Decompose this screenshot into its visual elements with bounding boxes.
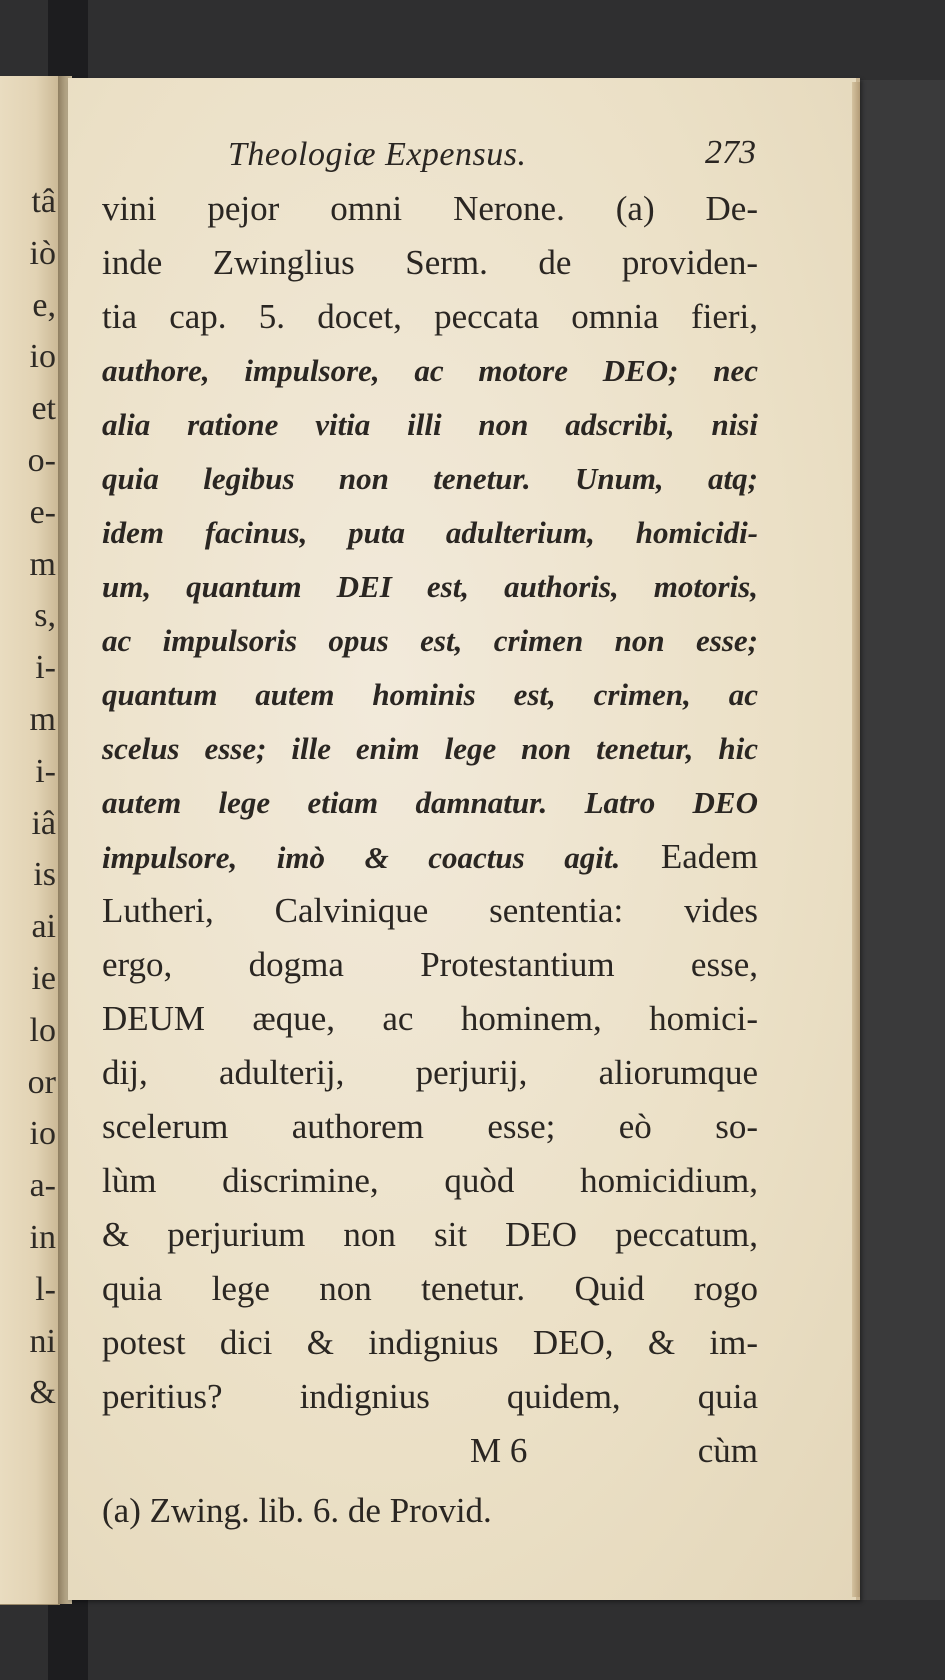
left-page-fragment: i- <box>35 649 56 687</box>
running-head: Theologiæ Expensus. <box>228 136 527 173</box>
left-page-fragment: l- <box>35 1270 56 1308</box>
left-page-fragment: e- <box>29 493 56 531</box>
left-page-fragment: & <box>29 1374 56 1412</box>
text-line: lùm discrimine, quòd homicidium, <box>102 1161 758 1200</box>
background-bottom <box>0 1600 945 1680</box>
text-line: DEUM æque, ac hominem, homici- <box>102 999 758 1038</box>
text-line: potest dici & indignius DEO, & im- <box>102 1323 758 1362</box>
text-line: dij, adulterij, perjurij, aliorumque <box>102 1053 758 1092</box>
left-page-fragment: ni <box>29 1322 56 1360</box>
text-line: ac impulsoris opus est, crimen non esse; <box>102 623 758 658</box>
left-page-fragment: m <box>29 545 56 583</box>
text-line: autem lege etiam damnatur. Latro DEO <box>102 785 758 820</box>
left-page-fragment: in <box>29 1218 56 1256</box>
text-line: Lutheri, Calvinique sententia: vides <box>102 891 758 930</box>
text-line: quantum autem hominis est, crimen, ac <box>102 677 758 712</box>
text-line: quia lege non tenetur. Quid rogo <box>102 1269 758 1308</box>
left-page-fragment: a- <box>29 1167 56 1205</box>
text-line: vini pejor omni Nerone. (a) De- <box>102 189 758 228</box>
text-line-italic-part: impulsore, imò & coactus agit. <box>102 840 621 875</box>
signature-mark: M 6 <box>470 1431 528 1470</box>
page-content <box>102 128 758 1538</box>
left-page-fragment: iò <box>29 234 56 272</box>
text-line: um, quantum DEI est, authoris, motoris, <box>102 569 758 604</box>
left-page-fragment: ai <box>31 908 56 946</box>
text-line: idem facinus, puta adulterium, homicidi- <box>102 515 758 550</box>
left-page-fragment: e, <box>32 286 56 324</box>
text-line: authore, impulsore, ac motore DEO; nec <box>102 353 758 388</box>
text-line <box>102 830 758 884</box>
text-line: alia ratione vitia illi non adscribi, nisi <box>102 407 758 442</box>
left-page-fragment: io <box>29 1115 56 1153</box>
footnote: (a) Zwing. lib. 6. de Provid. <box>102 1491 492 1530</box>
left-page-edge <box>0 76 60 1605</box>
left-page-fragment: io <box>29 338 56 376</box>
left-page-fragment: m <box>29 700 56 738</box>
left-page-fragment: is <box>33 856 56 894</box>
text-line: scelerum authorem esse; eò so- <box>102 1107 758 1146</box>
text-line-roman-part: Eadem <box>620 837 758 876</box>
page-header <box>102 128 758 182</box>
left-page-text-fragments <box>0 176 60 1419</box>
text-line: tia cap. 5. docet, peccata omnia fieri, <box>102 297 758 336</box>
text-line: & perjurium non sit DEO peccatum, <box>102 1215 758 1254</box>
left-page-fragment: tâ <box>31 183 56 220</box>
left-page-fragment: ie <box>31 959 56 997</box>
left-page-fragment: o- <box>27 441 56 479</box>
background-top <box>0 0 945 80</box>
catch-line <box>102 1424 758 1478</box>
left-page-fragment: lo <box>29 1011 56 1049</box>
left-page-fragment: et <box>31 390 56 428</box>
body-text <box>102 182 758 1424</box>
text-line: inde Zwinglius Serm. de providen- <box>102 243 758 282</box>
left-page-fragment: or <box>27 1063 56 1101</box>
left-page-fragment: iâ <box>31 804 56 842</box>
left-page-fragment: s, <box>34 597 56 635</box>
text-line: quia legibus non tenetur. Unum, atq; <box>102 461 758 496</box>
left-page-fragment: i- <box>35 752 56 790</box>
page-number: 273 <box>705 134 756 171</box>
page-fore-edge <box>852 82 860 1597</box>
text-line: ergo, dogma Protestantium esse, <box>102 945 758 984</box>
catchword: cùm <box>697 1431 758 1470</box>
text-line: scelus esse; ille enim lege non tenetur, hic <box>102 731 758 766</box>
text-line: peritius? indignius quidem, quia <box>102 1377 758 1416</box>
